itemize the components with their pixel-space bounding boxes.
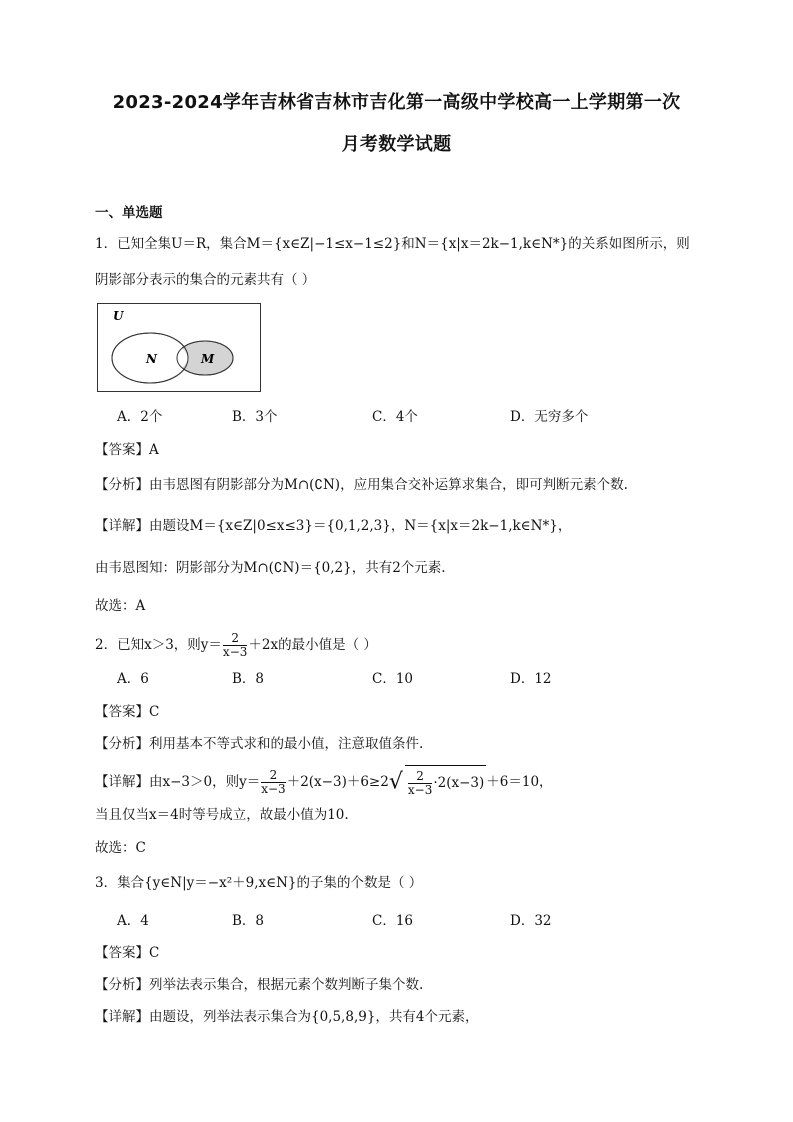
q3-analysis-tag: 【分析】 xyxy=(95,977,149,993)
q1-detail-line-2: 由韦恩图知：阴影部分为M∩(∁N)＝{0,2}，共有2个元素. xyxy=(95,560,446,576)
q1-detail-tag: 【详解】 xyxy=(95,518,149,534)
q2-stem xyxy=(95,628,377,662)
q2-option-d: D．12 xyxy=(510,671,552,687)
q2-fraction-denominator: x−3 xyxy=(222,645,248,659)
q2-detail-fraction-2 xyxy=(408,770,432,797)
q2-detail-radicand xyxy=(405,765,486,800)
q2-detail-fraction-2-denominator: x−3 xyxy=(407,783,433,797)
q2-detail-mid: ＋2(x−3)＋6≥2 xyxy=(286,774,389,790)
q2-detail-fraction-2-numerator: 2 xyxy=(408,770,432,784)
q2-stem-pre: 2．已知x＞3，则y＝ xyxy=(95,637,222,653)
q3-detail-text: 由题设，列举法表示集合为{0,5,8,9}，共有4个元素， xyxy=(149,1009,479,1025)
q2-answer xyxy=(95,702,159,722)
q1-option-a: A．2个 xyxy=(117,409,163,425)
q2-option-c: C．10 xyxy=(372,671,414,687)
venn-diagram xyxy=(97,303,262,393)
q3-answer-value: C xyxy=(149,945,160,961)
q1-option-d: D．无穷多个 xyxy=(510,409,589,425)
q1-stem-line-1: 1．已知全集U＝R，集合M＝{x∈Z|−1≤x−1≤2}和N＝{x|x＝2k−1,k∈N*}的关系如图所示，则 xyxy=(95,236,690,252)
q1-choose: 故选：A xyxy=(95,598,146,614)
q3-option-b: B．8 xyxy=(232,913,265,929)
q1-answer-tag: 【答案】 xyxy=(95,442,149,458)
q2-detail-fraction-1 xyxy=(261,769,285,796)
q1-analysis-tag: 【分析】 xyxy=(95,477,149,493)
document-title-line-1: 2023-2024学年吉林省吉林市吉化第一高级中学校高一上学期第一次 xyxy=(112,92,681,113)
q2-detail-fraction-1-numerator: 2 xyxy=(261,769,285,783)
q3-stem: 3．集合{y∈N|y＝−x²＋9,x∈N}的子集的个数是（ ） xyxy=(95,875,423,891)
q1-option-b: B．3个 xyxy=(232,409,278,425)
q2-fraction xyxy=(223,632,247,659)
q3-option-c: C．16 xyxy=(372,913,414,929)
document-title-line-2: 月考数学试题 xyxy=(341,134,452,155)
q2-stem-post: ＋2x的最小值是（ ） xyxy=(248,637,377,653)
q3-option-a: A．4 xyxy=(117,913,149,929)
q2-detail-post: ＋6＝10， xyxy=(486,774,553,790)
venn-label-m: M xyxy=(201,352,215,366)
q2-option-a: A．6 xyxy=(117,671,149,687)
q2-fraction-numerator: 2 xyxy=(223,632,247,646)
q2-analysis xyxy=(95,734,423,754)
q2-answer-tag: 【答案】 xyxy=(95,704,149,720)
q3-analysis-text: 列举法表示集合，根据元素个数判断子集个数. xyxy=(149,977,424,993)
q3-answer xyxy=(95,943,159,963)
q2-detail-line-2: 当且仅当x＝4时等号成立，故最小值为10. xyxy=(95,807,349,823)
q2-choose: 故选：C xyxy=(95,840,146,856)
q3-analysis xyxy=(95,975,423,995)
q1-answer xyxy=(95,440,159,460)
q3-detail-tag: 【详解】 xyxy=(95,1009,149,1025)
q2-detail-fraction-1-denominator: x−3 xyxy=(261,782,286,796)
q3-answer-tag: 【答案】 xyxy=(95,945,149,961)
venn-label-n: N xyxy=(146,352,157,366)
venn-label-u: U xyxy=(113,309,124,323)
q1-answer-value: A xyxy=(149,442,159,458)
q1-detail-text-1: 由题设M＝{x∈Z|0≤x≤3}＝{0,1,2,3}，N＝{x|x＝2k−1,k∈N*}， xyxy=(149,518,572,534)
q3-option-d: D．32 xyxy=(510,913,552,929)
q2-detail-tag: 【详解】 xyxy=(95,774,149,790)
q2-detail-radicand-post: ·2(x−3) xyxy=(433,775,485,791)
q1-detail-line-1 xyxy=(95,516,571,536)
section-heading: 一、单选题 xyxy=(95,205,163,221)
q2-detail-pre: 由x−3＞0，则y＝ xyxy=(149,774,261,790)
q3-detail xyxy=(95,1007,479,1027)
q2-answer-value: C xyxy=(149,704,160,720)
sqrt-sign-icon: √ xyxy=(388,769,403,795)
q1-analysis xyxy=(95,475,628,495)
q1-stem-line-2: 阴影部分表示的集合的元素共有（ ） xyxy=(95,272,316,288)
q2-analysis-tag: 【分析】 xyxy=(95,736,149,752)
q1-option-c: C．4个 xyxy=(372,409,418,425)
q2-detail-line-1 xyxy=(95,765,553,800)
q2-option-b: B．8 xyxy=(232,671,265,687)
q2-analysis-text: 利用基本不等式求和的最小值，注意取值条件. xyxy=(149,736,424,752)
q1-analysis-text: 由韦恩图有阴影部分为M∩(∁N)，应用集合交补运算求集合，即可判断元素个数. xyxy=(149,477,628,493)
